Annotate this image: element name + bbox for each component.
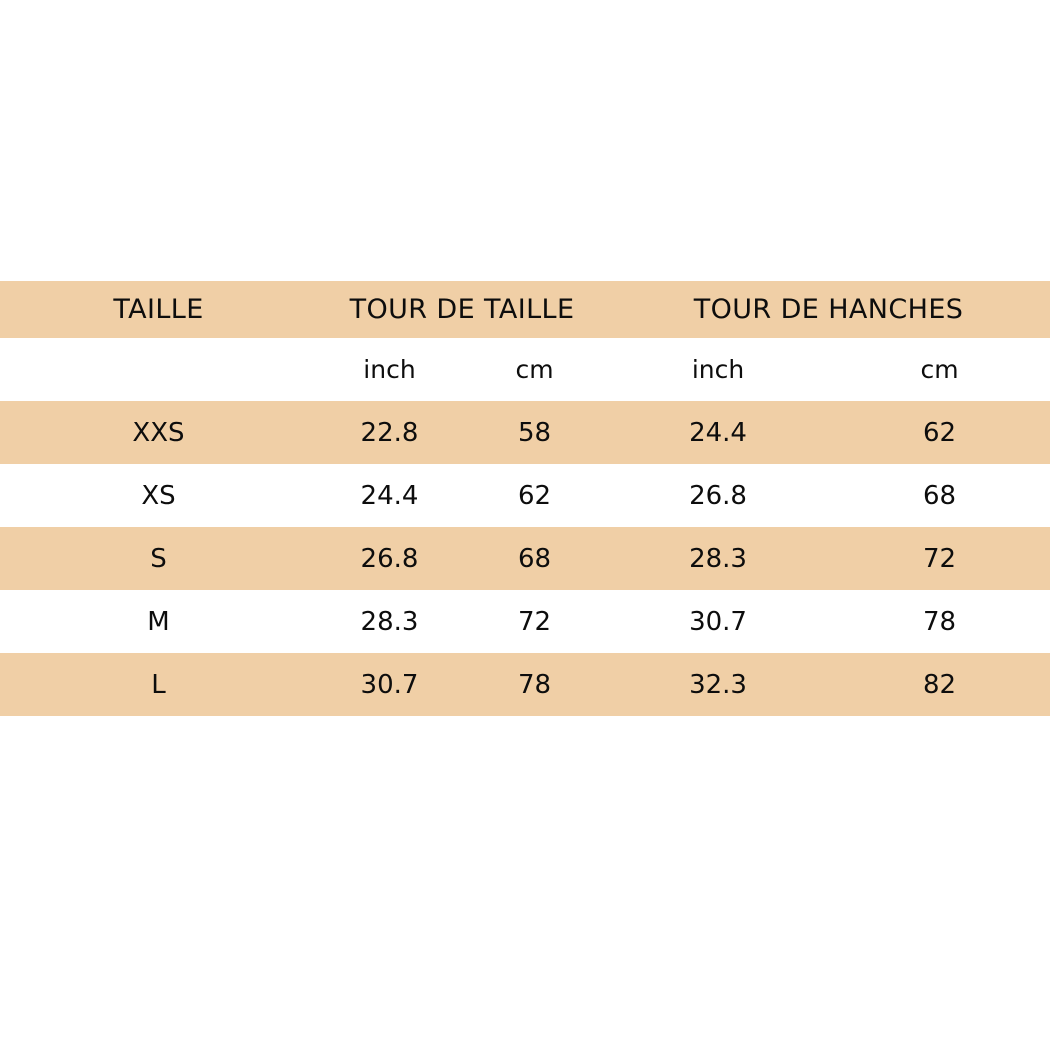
header-waist: TOUR DE TAILLE — [349, 294, 575, 325]
unit-size-blank — [0, 338, 317, 401]
cell-waist-cm: 58 — [517, 417, 552, 448]
cell-size: S — [150, 543, 167, 574]
header-size: TAILLE — [113, 294, 204, 325]
table-row — [0, 464, 1050, 527]
cell-waist-inch: 24.4 — [360, 480, 419, 511]
cell-hips-inch: 26.8 — [689, 480, 747, 511]
table-unit-row — [0, 338, 1050, 401]
cell-hips-cm: 78 — [922, 606, 957, 637]
cell-hips-inch: 28.3 — [689, 543, 747, 574]
cell-waist-inch: 22.8 — [360, 417, 419, 448]
cell-waist-inch: 28.3 — [360, 606, 419, 637]
table-row — [0, 590, 1050, 653]
table-row — [0, 527, 1050, 590]
cell-waist-cm: 72 — [517, 606, 552, 637]
cell-waist-cm: 78 — [517, 669, 552, 700]
cell-waist-inch: 26.8 — [360, 543, 419, 574]
cell-hips-inch: 30.7 — [689, 606, 747, 637]
unit-hips-cm: cm — [920, 355, 959, 384]
size-chart-table — [0, 281, 1050, 716]
cell-hips-cm: 72 — [922, 543, 957, 574]
cell-hips-cm: 68 — [922, 480, 957, 511]
table-row — [0, 653, 1050, 716]
cell-size: M — [147, 606, 170, 637]
cell-hips-inch: 32.3 — [689, 669, 747, 700]
cell-size: XS — [141, 480, 176, 511]
header-hips: TOUR DE HANCHES — [693, 294, 964, 325]
cell-waist-inch: 30.7 — [360, 669, 419, 700]
cell-hips-cm: 82 — [922, 669, 957, 700]
unit-hips-inch: inch — [691, 355, 745, 384]
table-row — [0, 401, 1050, 464]
unit-waist-inch: inch — [363, 355, 416, 384]
table-header-row — [0, 281, 1050, 338]
unit-waist-cm: cm — [515, 355, 554, 384]
cell-size: XXS — [132, 417, 185, 448]
cell-hips-cm: 62 — [922, 417, 957, 448]
cell-size: L — [151, 669, 166, 700]
cell-hips-inch: 24.4 — [689, 417, 747, 448]
cell-waist-cm: 68 — [517, 543, 552, 574]
cell-waist-cm: 62 — [517, 480, 552, 511]
